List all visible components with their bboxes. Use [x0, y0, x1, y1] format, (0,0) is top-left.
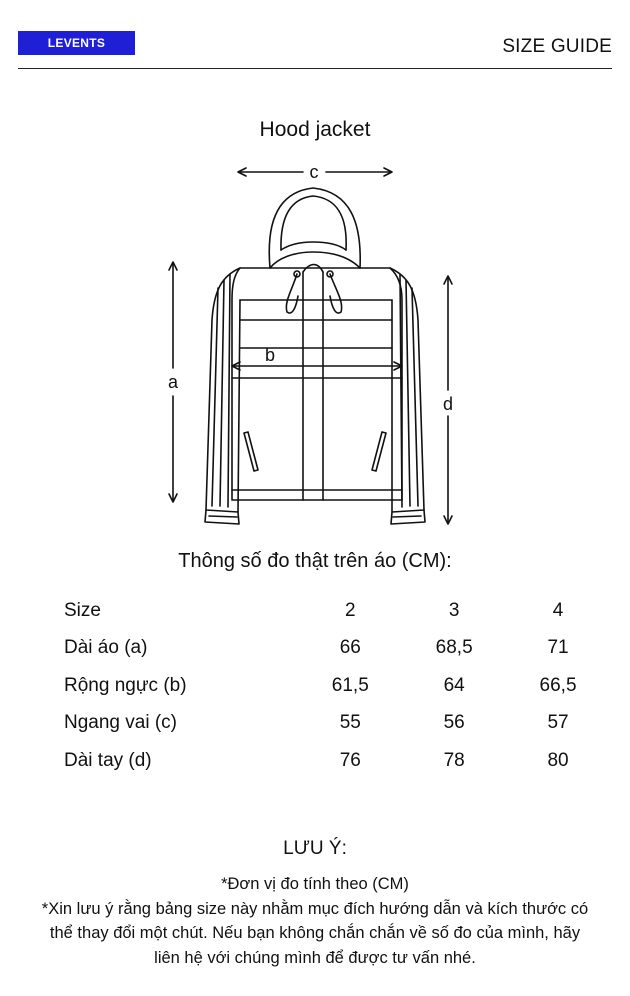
row-label: Ngang vai (c) [64, 712, 177, 734]
size-3-header: 3 [448, 599, 460, 621]
cell-value: 57 [547, 712, 569, 734]
product-name: Hood jacket [259, 118, 371, 141]
row-label: Dài tay (d) [64, 749, 152, 771]
size-2-header: 2 [344, 599, 356, 621]
row-label: Dài áo (a) [64, 637, 148, 659]
label-d: d [442, 394, 454, 414]
table-row [50, 742, 610, 780]
note-disclaimer: *Xin lưu ý rằng bảng size này nhằm mục đích hướng dẫn và kích thước có thể thay đổi một chút. Nếu bạn không chắn chắn về số đo của mình, hãy liên hệ với chúng mình để được tư vấn nhé. [41, 899, 589, 967]
measure-arrow-b [232, 362, 402, 370]
notes-text [40, 872, 590, 970]
cell-value: 55 [339, 712, 361, 734]
cell-value: 71 [547, 637, 569, 659]
label-c: c [309, 162, 319, 182]
page-title: SIZE GUIDE [502, 36, 612, 57]
cell-value: 66 [339, 637, 361, 659]
table-header-label: Size [64, 599, 101, 621]
size-4-header: 4 [552, 599, 564, 621]
jacket-body [232, 265, 402, 501]
label-a: a [167, 372, 179, 392]
brand-logo: LEVENTS [18, 31, 135, 55]
note-unit: *Đơn vị đo tính theo (CM) [221, 875, 409, 893]
table-header-row [50, 592, 610, 630]
cell-value: 61,5 [331, 674, 369, 696]
header-divider [18, 68, 612, 69]
cell-value: 56 [443, 712, 465, 734]
cell-value: 64 [443, 674, 465, 696]
cell-value: 76 [339, 749, 361, 771]
jacket-hood [269, 188, 360, 268]
size-table [50, 592, 610, 780]
jacket-diagram [0, 150, 630, 540]
jacket-sleeve-left [205, 268, 240, 524]
table-row [50, 667, 610, 705]
table-row [50, 630, 610, 668]
cell-value: 66,5 [539, 674, 577, 696]
measurements-title: Thông số đo thật trên áo (CM): [178, 550, 452, 572]
cell-value: 78 [443, 749, 465, 771]
row-label: Rộng ngực (b) [64, 674, 187, 696]
cell-value: 80 [547, 749, 569, 771]
notes-title: LƯU Ý: [283, 838, 347, 859]
cell-value: 68,5 [435, 637, 473, 659]
label-b: b [264, 345, 276, 365]
table-row [50, 705, 610, 743]
jacket-sleeve-right [390, 268, 425, 524]
